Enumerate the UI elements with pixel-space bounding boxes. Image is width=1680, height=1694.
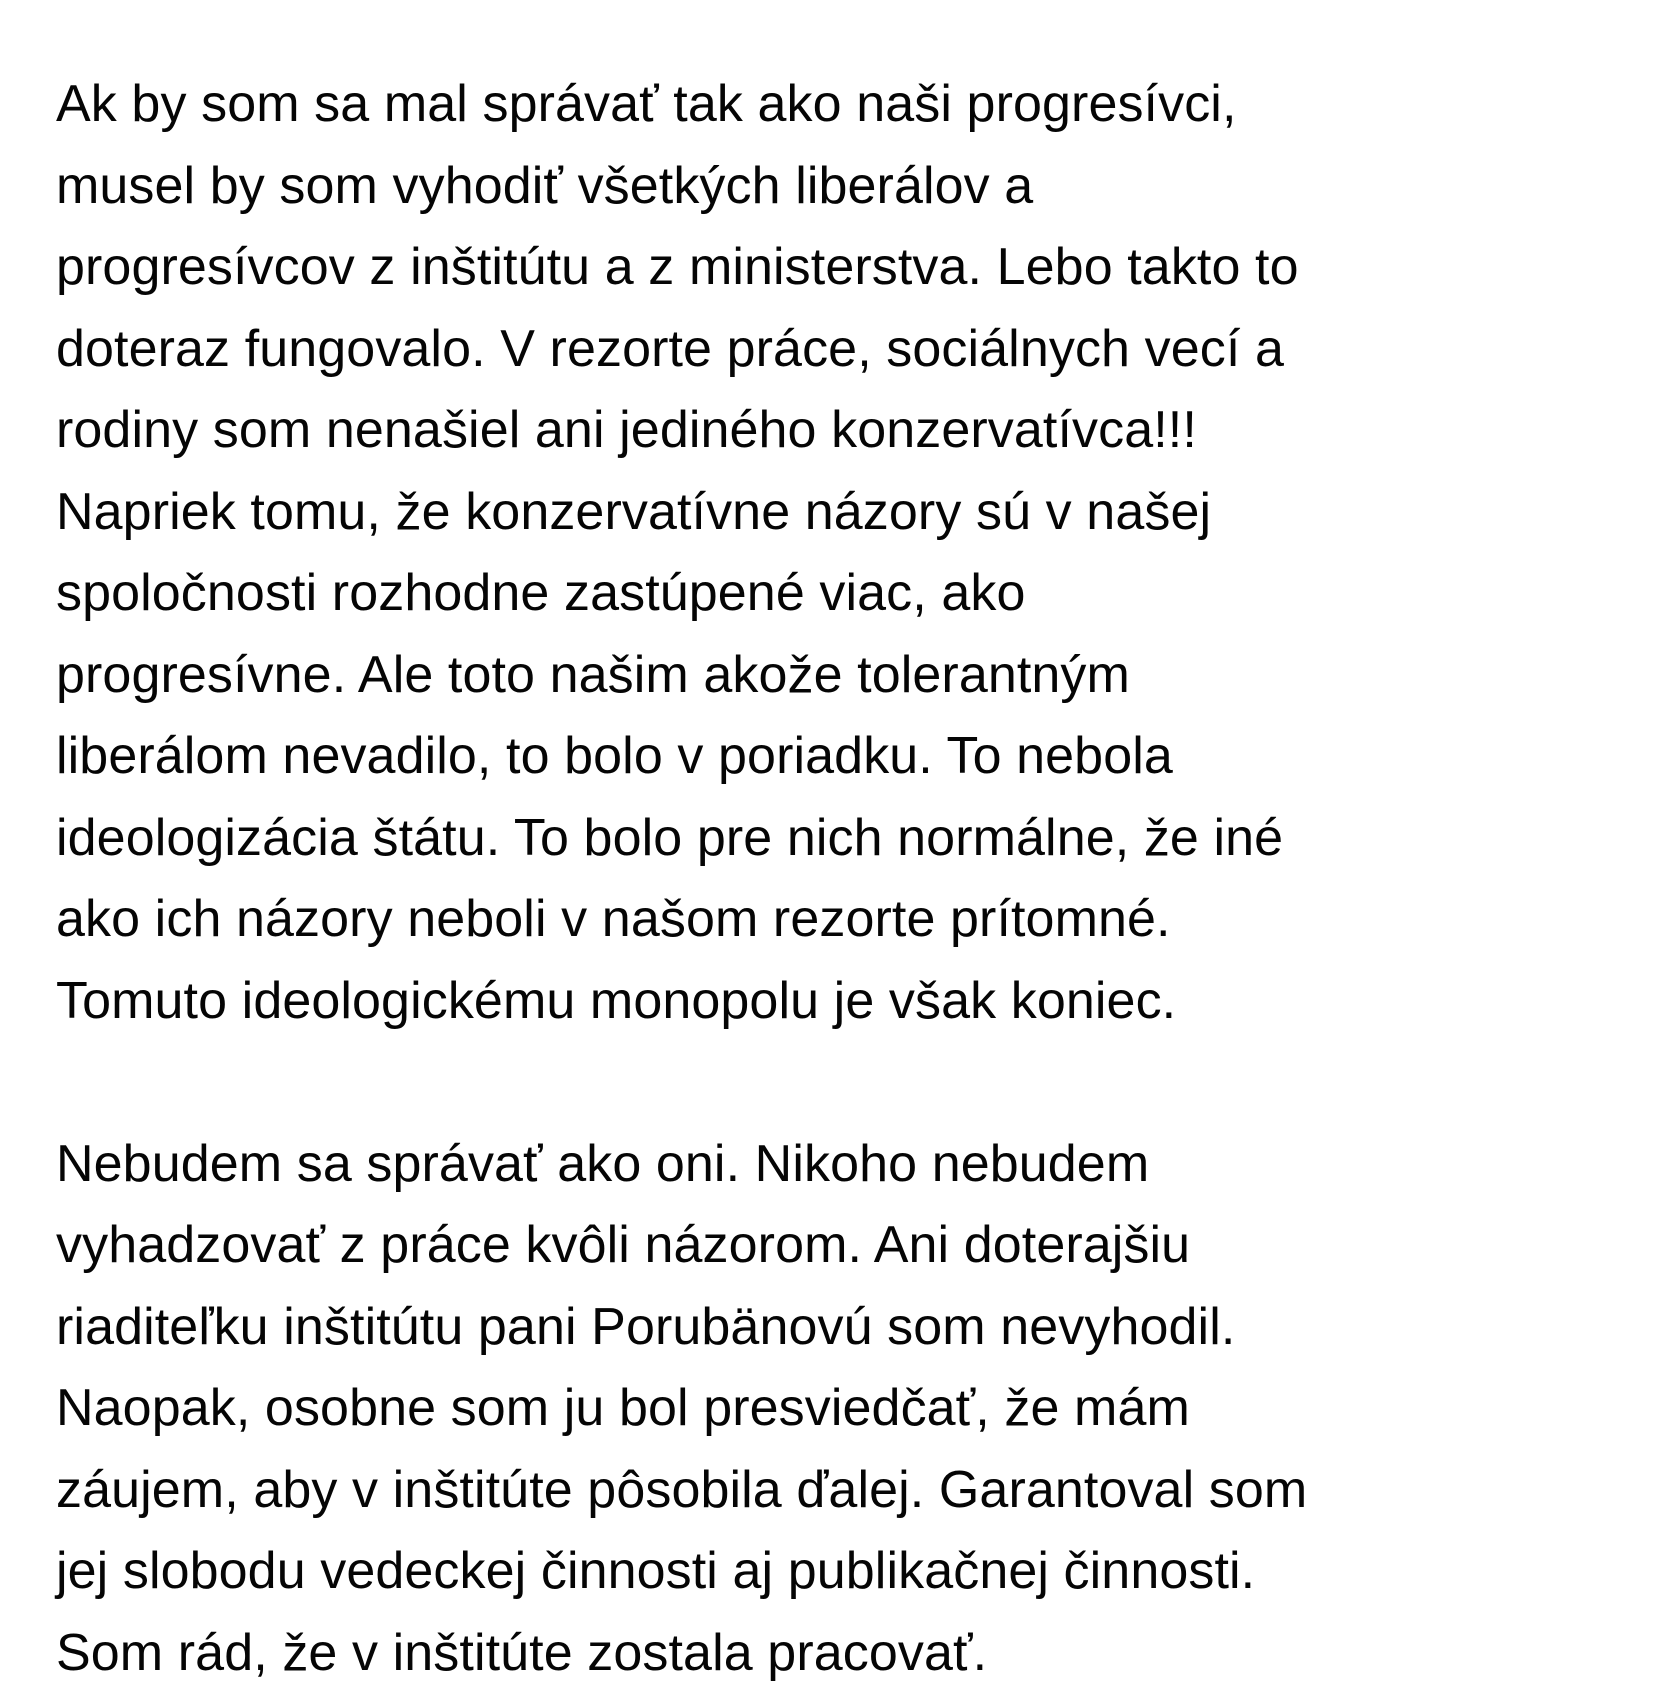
text-line: ideologizácia štátu. To bolo pre nich normálne, že iné xyxy=(56,798,1656,880)
paragraph-2 xyxy=(56,1124,1656,1694)
text-line: progresívcov z inštitútu a z ministerstva. Lebo takto to xyxy=(56,227,1656,309)
text-line: vyhadzovať z práce kvôli názorom. Ani doterajšiu xyxy=(56,1205,1656,1287)
text-line: Nebudem sa správať ako oni. Nikoho nebudem xyxy=(56,1124,1656,1206)
text-line: rodiny som nenašiel ani jediného konzervatívca!!! xyxy=(56,390,1656,472)
text-line: Tomuto ideologickému monopolu je však koniec. xyxy=(56,961,1656,1043)
text-line: Ak by som sa mal správať tak ako naši progresívci, xyxy=(56,64,1656,146)
paragraph-gap xyxy=(56,1042,1656,1124)
paragraph-1 xyxy=(56,64,1656,1042)
post-text xyxy=(56,64,1656,1694)
text-line: doteraz fungovalo. V rezorte práce, sociálnych vecí a xyxy=(56,309,1656,391)
text-line: Som rád, že v inštitúte zostala pracovať. xyxy=(56,1613,1656,1694)
text-line: Naopak, osobne som ju bol presviedčať, že mám xyxy=(56,1368,1656,1450)
text-line: liberálom nevadilo, to bolo v poriadku. To nebola xyxy=(56,716,1656,798)
text-line: progresívne. Ale toto našim akože tolerantným xyxy=(56,635,1656,717)
text-line: jej slobodu vedeckej činnosti aj publikačnej činnosti. xyxy=(56,1531,1656,1613)
text-line: musel by som vyhodiť všetkých liberálov a xyxy=(56,146,1656,228)
text-line: riaditeľku inštitútu pani Porubänovú som nevyhodil. xyxy=(56,1287,1656,1369)
text-line: záujem, aby v inštitúte pôsobila ďalej. Garantoval som xyxy=(56,1450,1656,1532)
text-line: ako ich názory neboli v našom rezorte prítomné. xyxy=(56,879,1656,961)
text-line: Napriek tomu, že konzervatívne názory sú v našej xyxy=(56,472,1656,554)
text-line: spoločnosti rozhodne zastúpené viac, ako xyxy=(56,553,1656,635)
